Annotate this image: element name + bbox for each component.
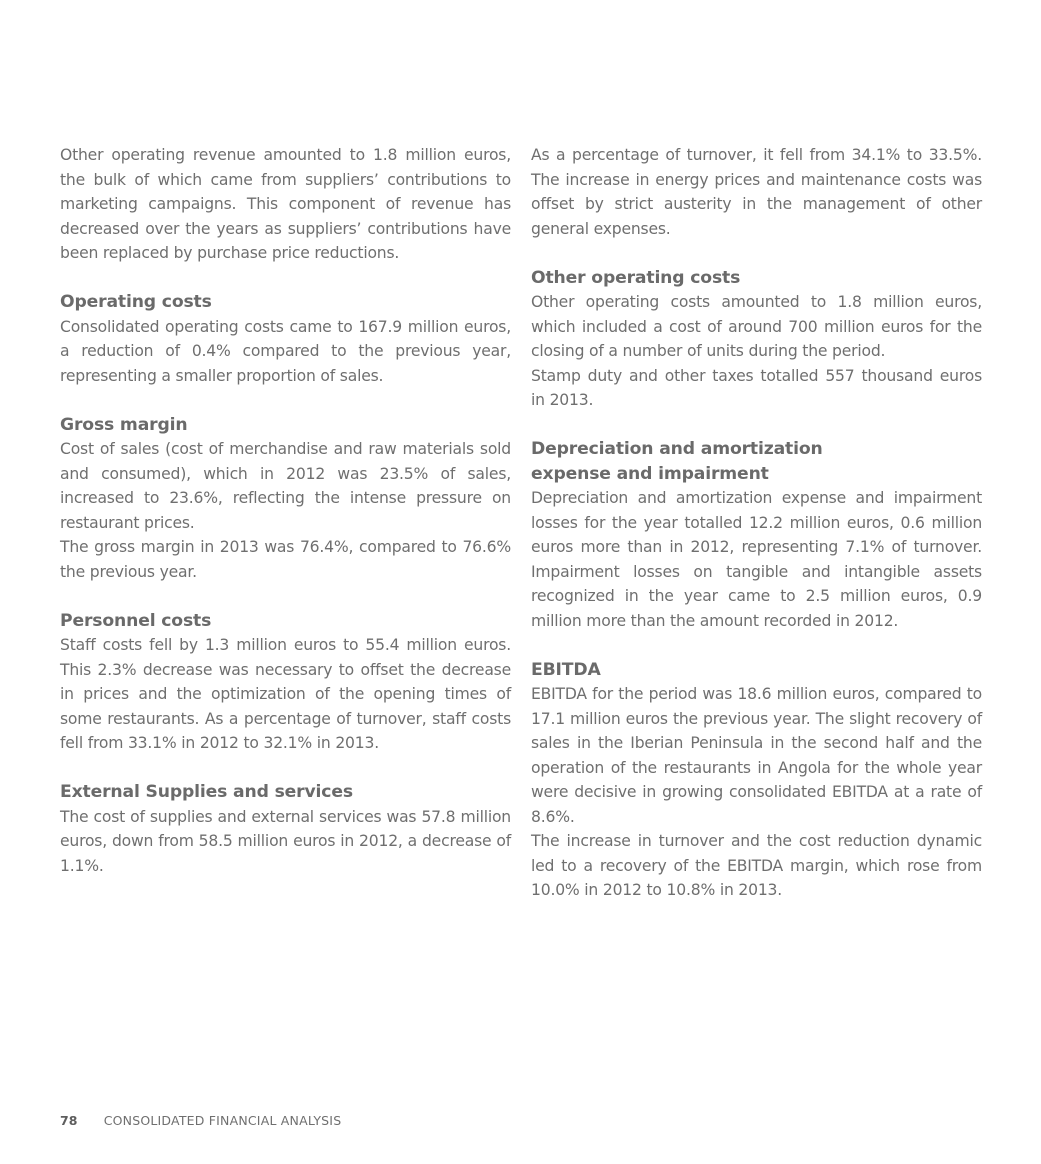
ebitda-paragraph-2: The increase in turnover and the cost reduction dynamic led to a recovery of the EBITDA margin, which rose from 10.0% in 2012 to 10.8% in 2013.	[531, 832, 982, 899]
ebitda-paragraph-1: EBITDA for the period was 18.6 million euros, compared to 17.1 million euros the previous year. The slight recovery of sales in the Iberian Peninsula in the second half and the operation of the restaurants in Angola for the whole year were decisive in growing consolidated EBITDA at a rate of 8.6%.	[531, 685, 982, 826]
section-gap	[60, 266, 511, 291]
gross-margin-heading: Gross margin	[60, 414, 188, 435]
section-gap	[60, 584, 511, 609]
operating-costs-heading: Operating costs	[60, 292, 212, 312]
personnel-costs-heading: Personnel costs	[60, 610, 212, 631]
ebitda-heading: EBITDA	[531, 659, 601, 680]
external-supplies-paragraph: The cost of supplies and external services was 57.8 million euros, down from 58.5 million euros in 2012, a decrease of 1.1%.	[60, 807, 511, 875]
external-supplies-heading: External Supplies and services	[60, 782, 353, 802]
other-operating-costs-heading: Other operating costs	[531, 267, 741, 288]
depreciation-heading-line-2: expense and impairment	[531, 463, 769, 484]
right-column	[531, 143, 982, 903]
gross-margin-paragraph-1: Cost of sales (cost of merchandise and raw materials sold and consumed), which in 2012 was 23.5% of sales, increased to 23.6%, reflecting the intense pressure on restaurant prices.	[60, 440, 511, 532]
page-number: 78	[60, 1113, 78, 1128]
personnel-costs-paragraph: Staff costs fell by 1.3 million euros to 55.4 million euros. This 2.3% decrease was necessary to offset the decrease in prices and the optimization of the opening times of some restaurants. As a percentage of turnover, staff costs fell from 33.1% in 2012 to 32.1% in 2013.	[60, 636, 511, 752]
other-operating-costs-paragraph-1: Other operating costs amounted to 1.8 million euros, which included a cost of around 700 million euros for the closing of a number of units during the period.	[531, 293, 982, 360]
turnover-paragraph: As a percentage of turnover, it fell from 34.1% to 33.5%. The increase in energy prices and maintenance costs was offset by strict austerity in the management of other general expenses.	[531, 146, 982, 238]
page-footer	[60, 1112, 341, 1130]
gross-margin-paragraph-2: The gross margin in 2013 was 76.4%, compared to 76.6% the previous year.	[60, 538, 511, 581]
section-gap	[531, 241, 982, 266]
other-operating-costs-paragraph-2: Stamp duty and other taxes totalled 557 thousand euros in 2013.	[531, 366, 982, 409]
section-gap	[531, 633, 982, 658]
intro-paragraph: Other operating revenue amounted to 1.8 million euros, the bulk of which came from suppliers’ contributions to marketing campaigns. This component of revenue has decreased over the years as suppliers’ contributions have been replaced by purchase price reductions.	[60, 146, 511, 262]
section-gap	[60, 388, 511, 413]
depreciation-heading-line-1: Depreciation and amortization	[531, 439, 823, 459]
left-column	[60, 143, 511, 878]
section-gap	[531, 413, 982, 438]
footer-section-title: CONSOLIDATED FINANCIAL ANALYSIS	[103, 1113, 342, 1128]
depreciation-paragraph: Depreciation and amortization expense and impairment losses for the year totalled 12.2 million euros, 0.6 million euros more than in 2012, representing 7.1% of turnover. Impairment losses on tangible and intangible assets recognized in the year came to 2.5 million euros, 0.9 million more than the amount recorded in 2012.	[531, 489, 982, 630]
operating-costs-paragraph: Consolidated operating costs came to 167.9 million euros, a reduction of 0.4% compared to the previous year, representing a smaller proportion of sales.	[60, 317, 511, 385]
section-gap	[60, 756, 511, 781]
